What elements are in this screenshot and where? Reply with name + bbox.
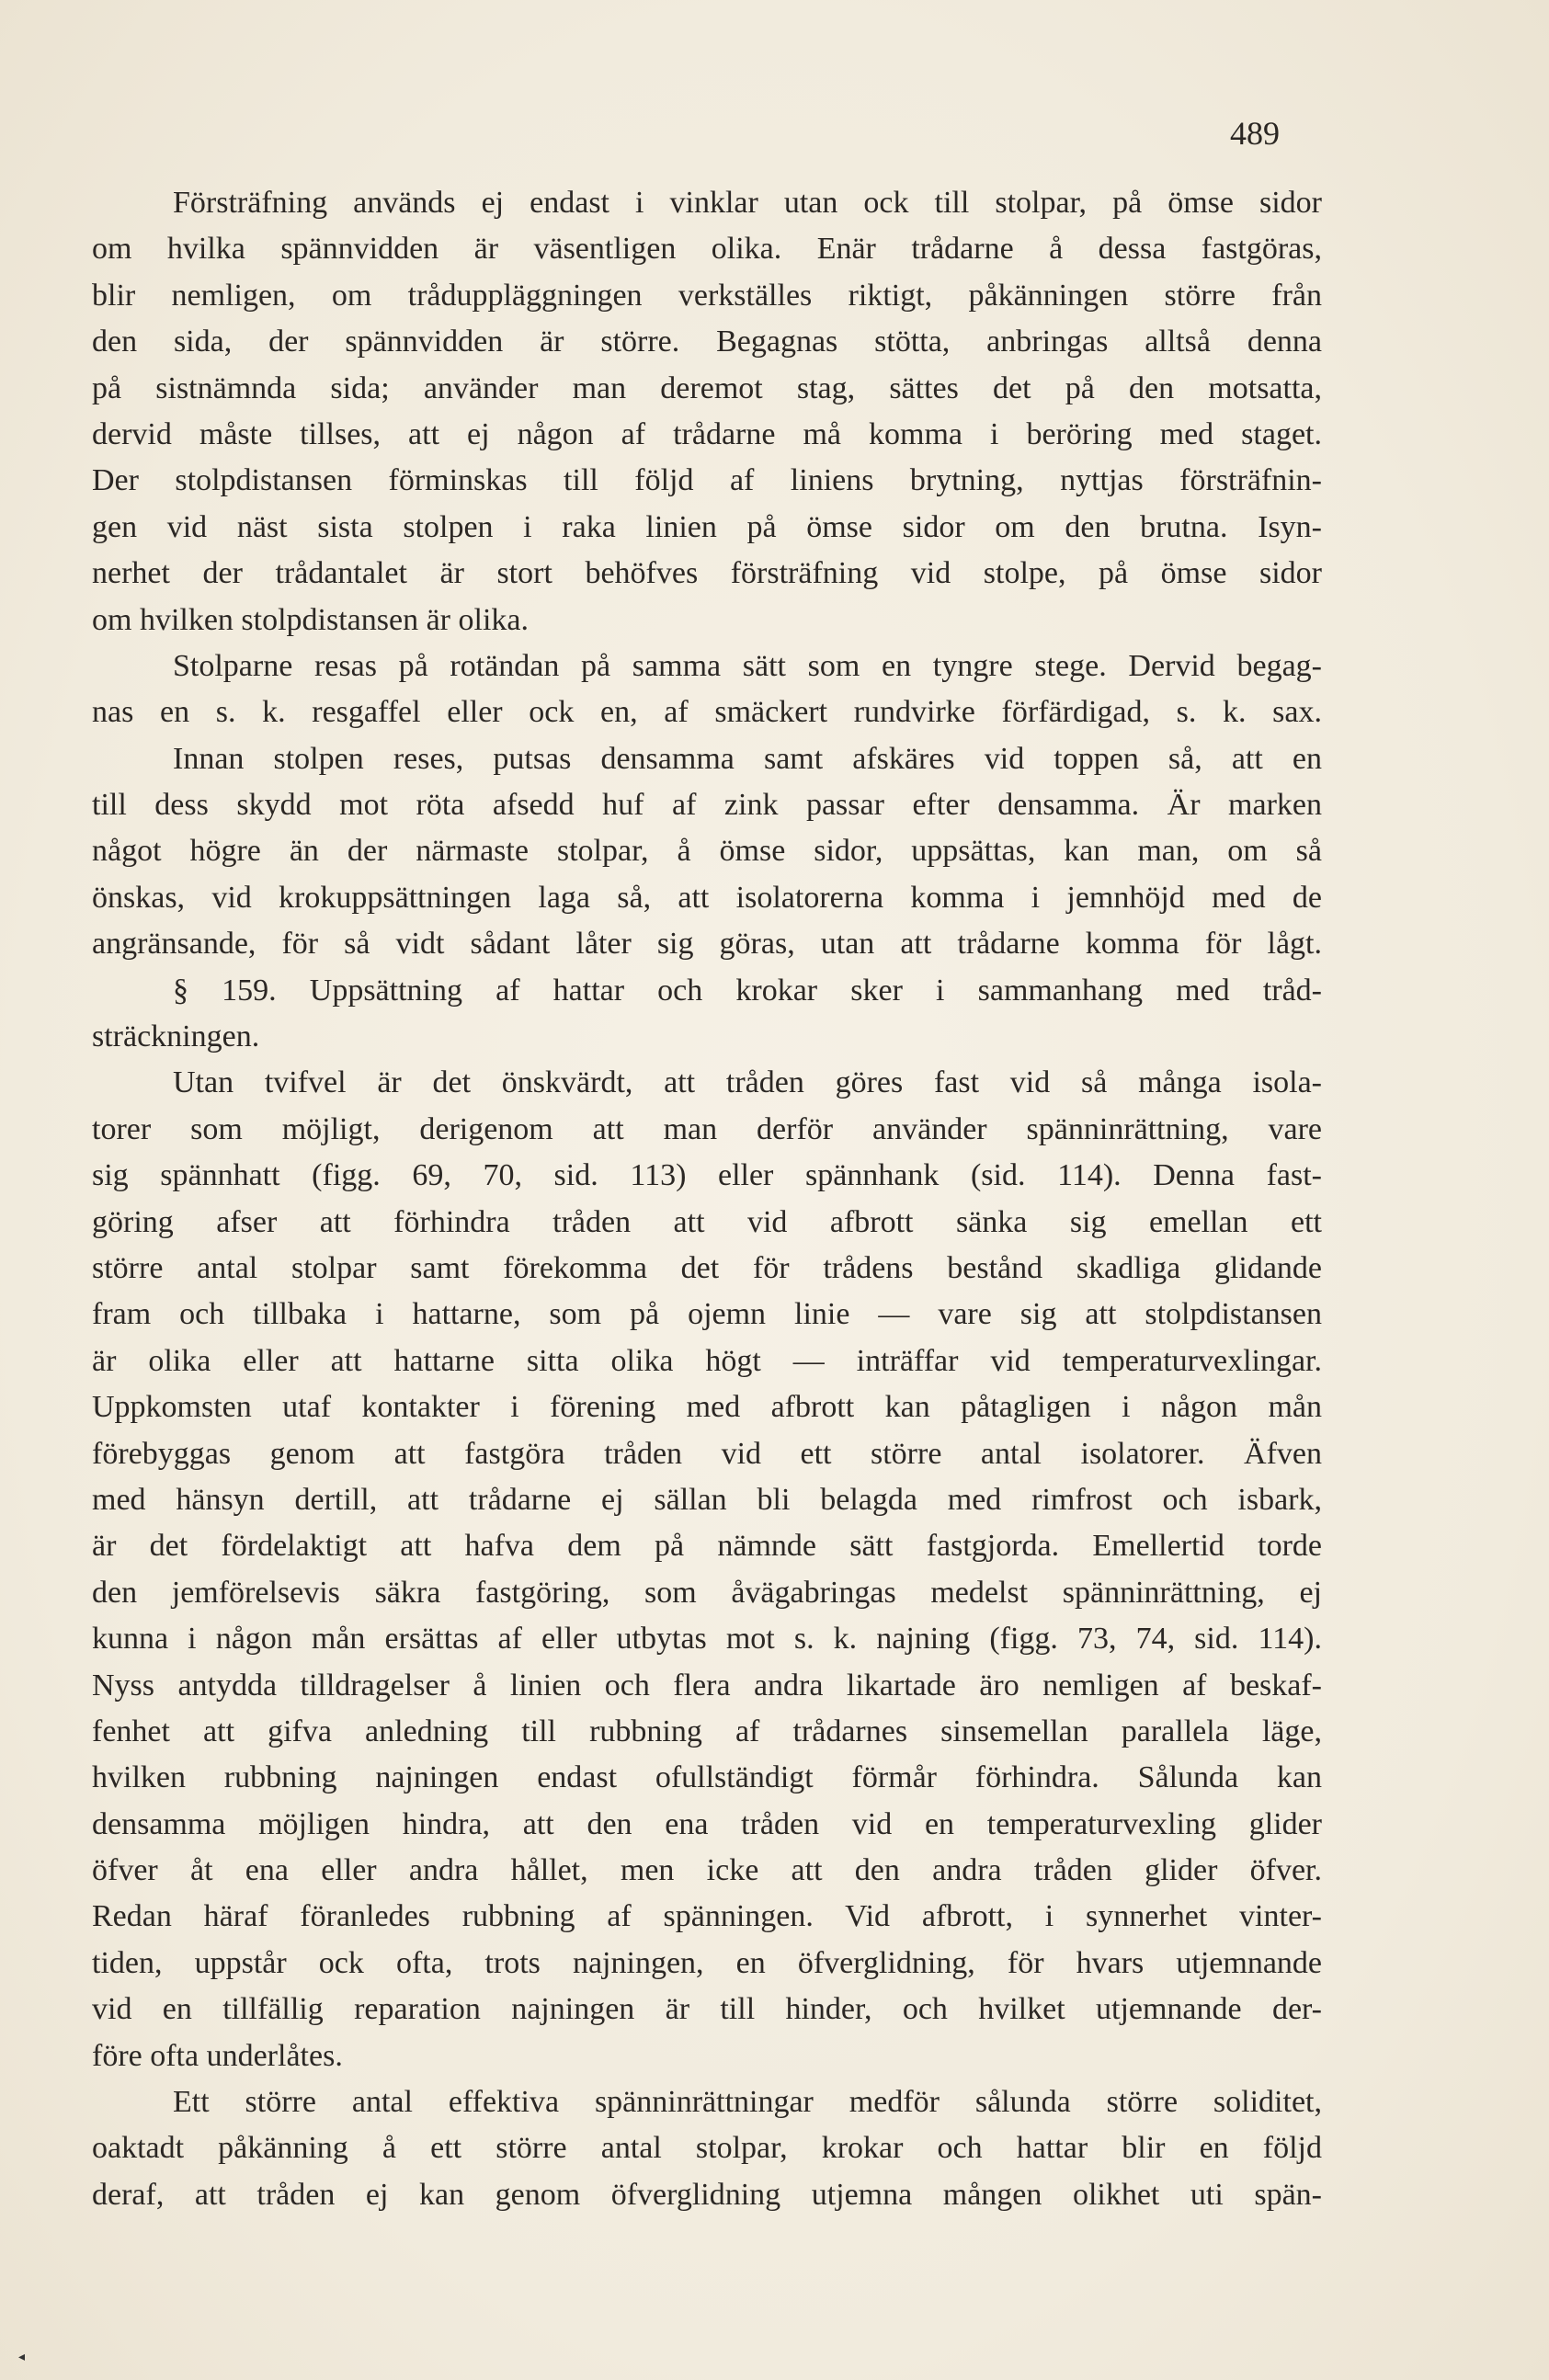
scan-mark: ◂ xyxy=(18,2350,26,2364)
text-line: tiden, uppstår ock ofta, trots najningen, en öfverglidning, för hvars utjemnande xyxy=(92,1945,1322,1980)
text-line: Innan stolpen reses, putsas densamma samt afskäres vid toppen så, att en xyxy=(173,741,1322,776)
text-line: fram och tillbaka i hattarne, som på ojemn linie — vare sig att stolpdistansen xyxy=(92,1297,1322,1332)
text-line: sig spännhatt (figg. 69, 70, sid. 113) eller spännhank (sid. 114). Denna fast- xyxy=(92,1158,1322,1193)
text-line: Uppkomsten utaf kontakter i förening med afbrott kan påtagligen i någon mån xyxy=(92,1390,1322,1425)
page-number: 489 xyxy=(1230,115,1280,152)
text-line: torer som möjligt, derigenom att man derför använder spänninrättning, vare xyxy=(92,1111,1322,1146)
text-line: § 159. Uppsättning af hattar och krokar sker i sammanhang med tråd- xyxy=(173,973,1322,1008)
text-line: oaktadt påkänning å ett större antal stolpar, krokar och hattar blir en följd xyxy=(92,2131,1322,2166)
text-line: något högre än der närmaste stolpar, å ömse sidor, uppsättas, kan man, om så xyxy=(92,834,1322,869)
text-line: dervid måste tillses, att ej någon af trådarne må komma i beröring med staget. xyxy=(92,416,1322,451)
text-line: önskas, vid krokuppsättningen laga så, att isolatorerna komma i jemnhöjd med de xyxy=(92,880,1322,915)
text-line: deraf, att tråden ej kan genom öfverglidning utjemna mången olikhet uti spän- xyxy=(92,2177,1322,2212)
text-line: Försträfning används ej endast i vinklar utan ock till stolpar, på ömse sidor xyxy=(173,186,1322,220)
text-line: den jemförelsevis säkra fastgöring, som åvägabringas medelst spänninrättning, ej xyxy=(92,1575,1322,1610)
text-line: Nyss antydda tilldragelser å linien och flera andra likartade äro nemligen af beskaf- xyxy=(92,1668,1322,1702)
text-line: är det fördelaktigt att hafva dem på nämnde sätt fastgjorda. Emellertid torde xyxy=(92,1529,1322,1564)
text-line: är olika eller att hattarne sitta olika högt — inträffar vid temperaturvexlingar. xyxy=(92,1343,1322,1378)
text-line: öfver åt ena eller andra hållet, men icke att den andra tråden glider öfver. xyxy=(92,1853,1322,1888)
text-line: vid en tillfällig reparation najningen är till hinder, och hvilket utjemnande der- xyxy=(92,1992,1322,2027)
text-line: densamma möjligen hindra, att den ena tråden vid en temperaturvexling glider xyxy=(92,1806,1322,1841)
text-line: gen vid näst sista stolpen i raka linien på ömse sidor om den brutna. Isyn- xyxy=(92,509,1322,544)
text-line: om hvilka spännvidden är väsentligen olika. Enär trådarne å dessa fastgöras, xyxy=(92,232,1322,267)
text-line: om hvilken stolpdistansen är olika. xyxy=(92,602,529,637)
text-line: den sida, der spännvidden är större. Begagnas stötta, anbringas alltså denna xyxy=(92,325,1322,359)
text-line: nas en s. k. resgaffel eller ock en, af smäckert rundvirke förfärdigad, s. k. sax. xyxy=(92,695,1322,730)
text-line: på sistnämnda sida; använder man deremot stag, sättes det på den motsatta, xyxy=(92,370,1322,405)
text-line: sträckningen. xyxy=(92,1019,260,1054)
text-line: Der stolpdistansen förminskas till följd af liniens brytning, nyttjas försträfnin- xyxy=(92,463,1322,498)
text-line: Utan tvifvel är det önskvärdt, att tråden göres fast vid så många isola- xyxy=(173,1065,1322,1100)
text-line: nerhet der trådantalet är stort behöfves försträfning vid stolpe, på ömse sidor xyxy=(92,556,1322,591)
text-line: blir nemligen, om tråduppläggningen verkställes riktigt, påkänningen större från xyxy=(92,278,1322,313)
text-line: före ofta underlåtes. xyxy=(92,2038,343,2073)
text-line: med hänsyn dertill, att trådarne ej sällan bli belagda med rimfrost och isbark, xyxy=(92,1482,1322,1517)
text-line: angränsande, för så vidt sådant låter sig göras, utan att trådarne komma för lågt. xyxy=(92,927,1322,962)
text-line: förebyggas genom att fastgöra tråden vid ett större antal isolatorer. Äfven xyxy=(92,1436,1322,1471)
text-line: hvilken rubbning najningen endast ofullständigt förmår förhindra. Sålunda kan xyxy=(92,1760,1322,1795)
text-line: Stolparne resas på rotändan på samma sätt som en tyngre stege. Dervid begag- xyxy=(173,648,1322,683)
text-line: Ett större antal effektiva spänninrättningar medför sålunda större soliditet, xyxy=(173,2085,1322,2120)
text-line: göring afser att förhindra tråden att vid afbrott sänka sig emellan ett xyxy=(92,1204,1322,1239)
text-line: större antal stolpar samt förekomma det för trådens bestånd skadliga glidande xyxy=(92,1250,1322,1285)
body-text xyxy=(92,180,1322,2218)
text-line: fenhet att gifva anledning till rubbning af trådarnes sinsemellan parallela läge, xyxy=(92,1714,1322,1748)
text-line: till dess skydd mot röta afsedd huf af zink passar efter densamma. Är marken xyxy=(92,788,1322,823)
text-line: kunna i någon mån ersättas af eller utbytas mot s. k. najning (figg. 73, 74, sid. 114). xyxy=(92,1622,1322,1657)
text-line: Redan häraf föranledes rubbning af spänningen. Vid afbrott, i synnerhet vinter- xyxy=(92,1899,1322,1934)
